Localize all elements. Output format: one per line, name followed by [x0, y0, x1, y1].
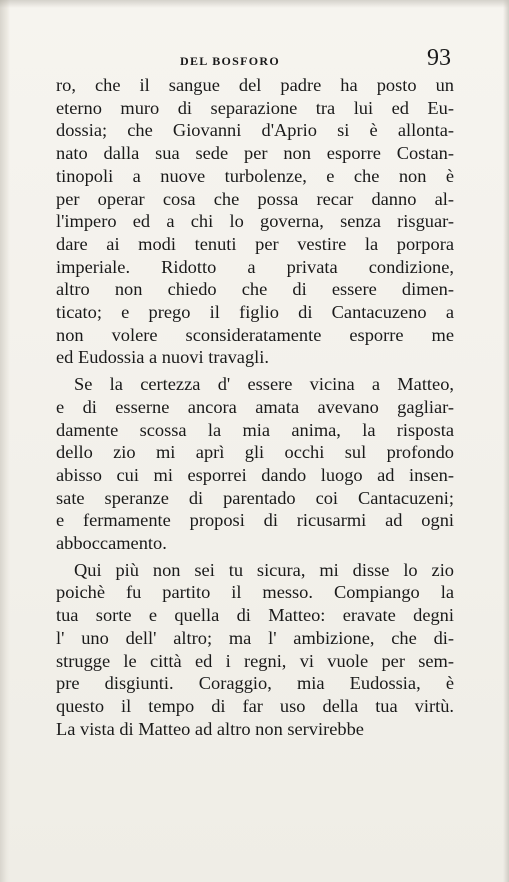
- text-line: dare ai modi tenuti per vestire la porpora: [56, 233, 454, 254]
- text-line: pre disgiunti. Coraggio, mia Eudossia, è: [56, 673, 454, 694]
- text-line: tinopoli a nuove turbolenze, e che non è: [56, 165, 454, 186]
- text-line: e fermamente proposi di ricusarmi ad ogni: [56, 510, 454, 531]
- text-line: poichè fu partito il messo. Compiango la: [56, 582, 454, 603]
- text-line: l'impero ed a chi lo governa, senza risguar-: [56, 211, 454, 232]
- text-line: Qui più non sei tu sicura, mi disse lo zio: [74, 559, 454, 580]
- body-text: [56, 74, 454, 740]
- text-line: imperiale. Ridotto a privata condizione,: [56, 256, 454, 277]
- text-line: damente scossa la mia anima, la risposta: [56, 419, 454, 440]
- text-line: abisso cui mi esporrei dando luogo ad insen-: [56, 464, 454, 485]
- text-line: l' uno dell' altro; ma l' ambizione, che di-: [56, 627, 454, 648]
- text-line: nato dalla sua sede per non esporre Costan-: [56, 143, 454, 164]
- text-line: dello zio mi aprì gli occhi sul profondo: [56, 442, 454, 463]
- text-line: per operar cosa che possa recar danno al-: [56, 188, 454, 209]
- text-line: strugge le città ed i regni, vi vuole per sem-: [56, 650, 454, 671]
- page-top-shadow: [0, 0, 509, 8]
- text-line: non volere sconsideratamente esporre me: [56, 324, 454, 345]
- text-line: eterno muro di separazione tra lui ed Eu-: [56, 97, 454, 118]
- text-line: tua sorte e quella di Matteo: eravate degni: [56, 605, 454, 626]
- page-edge-shadow: [503, 0, 509, 882]
- paragraph: [56, 559, 454, 741]
- text-line: abboccamento.: [56, 533, 167, 554]
- text-line: ticato; e prego il figlio di Cantacuzeno a: [56, 302, 454, 323]
- text-line: dossia; che Giovanni d'Aprio si è allonta-: [56, 120, 454, 141]
- page-binding-shadow: [0, 0, 10, 882]
- paragraph: [56, 74, 454, 369]
- text-line: La vista di Matteo ad altro non servirebbe: [56, 718, 364, 739]
- text-line: ro, che il sangue del padre ha posto un: [56, 75, 454, 95]
- text-line: questo il tempo di far uso della tua virtù.: [56, 695, 454, 716]
- text-line: Se la certezza d' essere vicina a Matteo,: [74, 374, 454, 395]
- text-line: sate speranze di parentado coi Cantacuzeni;: [56, 487, 454, 508]
- running-title: DEL BOSFORO: [180, 54, 280, 68]
- page-number: 93: [427, 45, 451, 71]
- text-line: e di esserne ancora amata avevano gagliar-: [56, 396, 454, 417]
- paragraph: [56, 373, 454, 555]
- text-line: altro non chiedo che di essere dimen-: [56, 279, 454, 300]
- text-line: ed Eudossia a nuovi travagli.: [56, 347, 269, 368]
